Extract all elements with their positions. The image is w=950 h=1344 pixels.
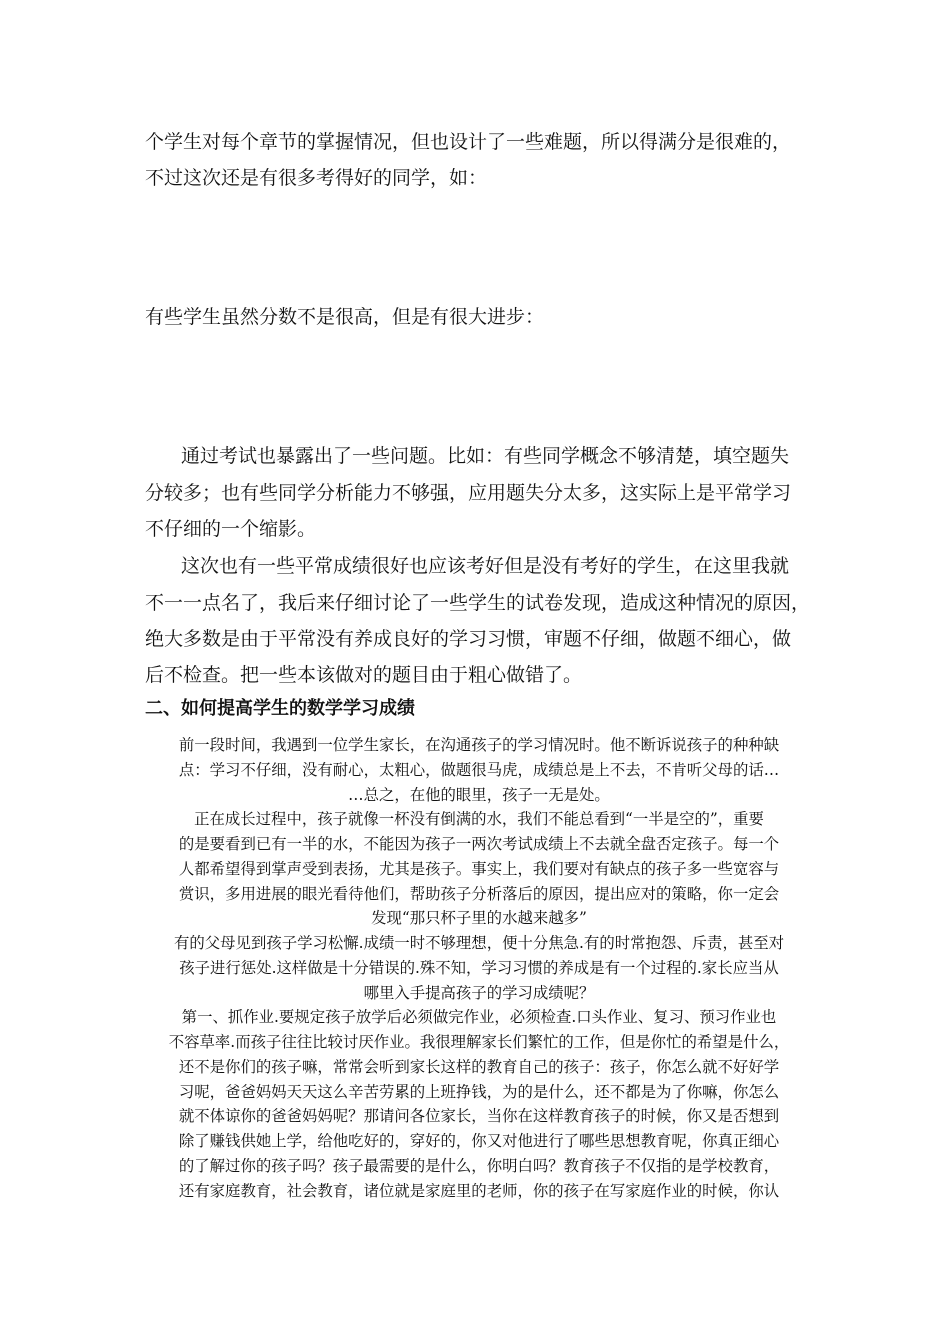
parent-story-line-2: 点：学习不仔细，没有耐心，太粗心，做题很马虎，成绩总是上不去，不肯听父母的话… <box>178 761 780 779</box>
parents-reaction-line-3: 哪里入手提高孩子的学习成绩呢？ <box>363 984 595 1002</box>
half-glass-line-4: 赏识，多用进展的眼光看待他们，帮助孩子分析落后的原因，提出应对的策略，你一定会 <box>178 885 780 903</box>
parents-reaction-line-1: 有的父母见到孩子学习松懈.成绩一时不够理想，便十分焦急.有的时常抱怨、斥责，甚至对 <box>173 934 785 952</box>
first-point-line-8: 还有家庭教育，社会教育，诸位就是家庭里的老师，你的孩子在写家庭作业的时候，你认 <box>178 1182 780 1200</box>
first-point-line-5: 就不体谅你的爸爸妈妈呢？那请问各位家长，当你在这样教育孩子的时候，你又是否想到 <box>178 1107 780 1125</box>
first-point-line-4: 习呢，爸爸妈妈天天这么辛苦劳累的上班挣钱，为的是什么，还不都是为了你嘛，你怎么 <box>178 1083 780 1101</box>
intro-line-2: 不过这次还是有很多考得好的同学，如： <box>145 167 488 189</box>
habits-line-4: 后不检查。把一些本该做对的题目由于粗心做错了。 <box>145 664 583 686</box>
habits-line-1: 这次也有一些平常成绩很好也应该考好但是没有考好的学生，在这里我就 <box>181 555 790 577</box>
half-glass-line-2: 的是要看到已有一半的水，不能因为孩子一两次考试成绩上不去就全盘否定孩子。每一个 <box>178 835 780 853</box>
parent-story-line-1: 前一段时间，我遇到一位学生家长，在沟通孩子的学习情况时。他不断诉说孩子的种种缺 <box>178 736 780 754</box>
habits-line-3: 绝大多数是由于平常没有养成良好的学习习惯，审题不仔细，做题不细心，做 <box>145 628 792 650</box>
first-point-line-2: 不容草率.而孩子往往比较讨厌作业。我很理解家长们繁忙的工作，但是你忙的希望是什么， <box>168 1033 790 1051</box>
progress-note: 有些学生虽然分数不是很高，但是有很大进步： <box>145 306 545 328</box>
problems-line-1: 通过考试也暴露出了一些问题。比如：有些同学概念不够清楚，填空题失 <box>181 445 790 467</box>
half-glass-line-5: 发现“那只杯子里的水越来越多” <box>371 909 587 927</box>
half-glass-line-3: 人都希望得到掌声受到表扬，尤其是孩子。事实上，我们要对有缺点的孩子多一些宽容与 <box>178 860 780 878</box>
first-point-line-7: 的了解过你的孩子吗？孩子最需要的是什么，你明白吗？教育孩子不仅指的是学校教育， <box>178 1157 780 1175</box>
first-point-line-1: 第一、抓作业.要规定孩子放学后必须做完作业，必须检查.口头作业、复习、预习作业也 <box>181 1008 777 1026</box>
half-glass-line-1: 正在成长过程中，孩子就像一杯没有倒满的水，我们不能总看到“一半是空的”，重要 <box>194 810 764 828</box>
parent-story-line-3: …总之，在他的眼里，孩子一无是处。 <box>348 786 610 804</box>
intro-line-1: 个学生对每个章节的掌握情况，但也设计了一些难题，所以得满分是很难的， <box>145 131 792 153</box>
habits-line-2: 不一一点名了，我后来仔细讨论了一些学生的试卷发现，造成这种情况的原因， <box>145 592 811 614</box>
section-two-heading: 二、如何提高学生的数学学习成绩 <box>145 698 415 719</box>
problems-line-2: 分较多；也有些同学分析能力不够强，应用题失分太多，这实际上是平常学习 <box>145 482 792 504</box>
problems-line-3: 不仔细的一个缩影。 <box>145 518 317 540</box>
first-point-line-6: 除了赚钱供她上学，给他吃好的，穿好的，你又对他进行了哪些思想教育呢，你真正细心 <box>178 1132 780 1150</box>
first-point-line-3: 还不是你们的孩子嘛，常常会听到家长这样的教育自己的孩子：孩子，你怎么就不好好学 <box>178 1058 780 1076</box>
parents-reaction-line-2: 孩子进行惩处.这样做是十分错误的.殊不知，学习习惯的养成是有一个过程的.家长应当从 <box>179 959 779 977</box>
